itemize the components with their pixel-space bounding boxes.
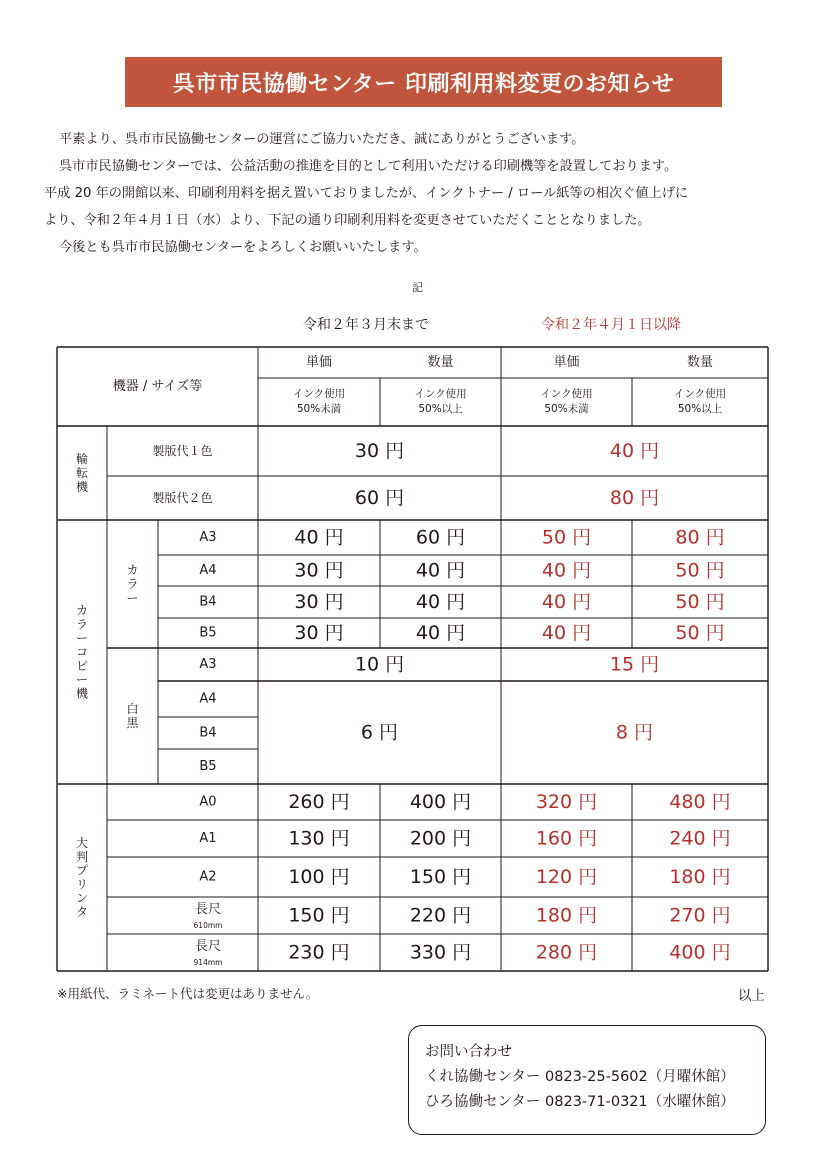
group-label-large-printer: リ — [75, 877, 89, 892]
price-new: 320 円 — [535, 791, 598, 813]
sub-group-label-mono: 白 — [126, 702, 139, 717]
size-label: B4 — [199, 594, 217, 610]
price-old: 30 円 — [354, 440, 405, 462]
price-old: 100 円 — [288, 866, 350, 888]
size-label: A4 — [199, 691, 217, 707]
size-label: 長尺 — [194, 902, 222, 917]
price-new: 160 円 — [535, 827, 598, 850]
intro-line: 今後とも呉市市民協働センターをよろしくお願いいたします。 — [59, 240, 427, 255]
price-old: 60 円 — [354, 487, 405, 509]
sub-group-label-color: ー — [126, 590, 139, 605]
sub-group-label-mono: 黒 — [126, 715, 139, 730]
page-title: 呉市市民協働センター 印刷利用料変更のお知らせ — [125, 57, 722, 107]
price-old: 400 円 — [409, 791, 472, 813]
size-label: A1 — [199, 831, 217, 846]
price-old: 40 円 — [415, 559, 466, 582]
price-old: 40 円 — [415, 591, 466, 613]
price-old: 40 円 — [415, 622, 466, 644]
header-unit-old: 単価 — [305, 355, 333, 370]
price-old: 220 円 — [409, 904, 472, 927]
header-sub: 50%以上 — [677, 403, 723, 415]
size-label: A4 — [199, 563, 217, 578]
header-sub: インク使用 — [414, 388, 467, 400]
group-label-large-printer: プ — [75, 863, 89, 878]
intro-line: 呉市市民協働センターでは、公益活動の推進を目的として利用いただける印刷機等を設置しております。 — [59, 159, 678, 174]
price-new: 480 円 — [669, 791, 731, 813]
price-new: 50 円 — [675, 622, 725, 644]
price-old: 30 円 — [294, 559, 344, 582]
group-label-large-printer: 大 — [75, 836, 89, 850]
price-old: 40 円 — [294, 526, 344, 549]
group-label-color-copy: コ — [75, 645, 89, 659]
group-label-color-copy: ー — [75, 672, 89, 687]
price-old: 6 円 — [360, 721, 399, 744]
contact-box — [408, 1025, 766, 1135]
group-label-large-printer: ン — [75, 891, 89, 906]
header-unit-new: 単価 — [553, 355, 580, 370]
price-old: 130 円 — [288, 827, 350, 850]
header-sub: 50%未満 — [296, 403, 342, 415]
size-sub-label: 914mm — [193, 958, 223, 967]
group-label-color-copy: ー — [75, 631, 89, 646]
size-label: A0 — [199, 794, 217, 810]
size-sub-label: 610mm — [193, 921, 223, 930]
contact-heading: お問い合わせ — [425, 1044, 512, 1060]
period-old-label: 令和２年３月末まで — [303, 317, 429, 333]
group-label-color-copy: ピ — [75, 658, 89, 673]
header-qty-old: 数量 — [427, 355, 454, 370]
price-new: 270 円 — [669, 904, 731, 927]
size-label: 長尺 — [194, 939, 222, 954]
price-new: 80 円 — [675, 526, 725, 549]
size-label: B4 — [199, 725, 217, 741]
price-new: 180 円 — [669, 866, 731, 888]
price-new: 80 円 — [609, 487, 660, 509]
row-label: 製版代１色 — [152, 444, 213, 458]
group-label-color-copy: ラ — [75, 617, 89, 632]
price-new: 40 円 — [541, 622, 592, 644]
price-new: 50 円 — [541, 526, 592, 549]
header-sub: 50%以上 — [418, 403, 463, 415]
header-qty-new: 数量 — [686, 355, 714, 370]
header-sub: インク使用 — [292, 388, 346, 400]
price-old: 150 円 — [409, 866, 472, 888]
intro-line: 平素より、呉市市民協働センターの運営にご協力いただき、誠にありがとうございます。 — [59, 132, 585, 147]
group-label-rinten: 機 — [75, 479, 89, 494]
price-new: 40 円 — [541, 559, 592, 582]
price-old: 30 円 — [294, 622, 344, 644]
price-new: 240 円 — [669, 827, 731, 850]
price-old: 330 円 — [409, 941, 472, 964]
price-old: 150 円 — [288, 904, 350, 927]
price-old: 200 円 — [409, 827, 472, 850]
price-new: 50 円 — [675, 591, 725, 613]
header-device: 機器 / サイズ等 — [112, 379, 203, 394]
size-label: B5 — [199, 759, 217, 774]
intro-line: 平成 20 年の開館以来、印刷利用料を据え置いておりましたが、インクトナー / ロール紙等の相次ぐ値上げに — [44, 186, 689, 201]
price-new: 15 円 — [609, 653, 660, 676]
group-label-large-printer: 判 — [75, 849, 89, 864]
price-new: 120 円 — [535, 866, 598, 888]
price-new: 180 円 — [535, 904, 598, 927]
price-old: 60 円 — [415, 526, 466, 549]
group-label-rinten: 輪 — [75, 452, 89, 467]
price-new: 40 円 — [541, 591, 592, 613]
header-sub: 50%未満 — [544, 403, 589, 415]
contact-line-hiro: ひろ協働センター 0823-71-0321（水曜休館） — [425, 1094, 735, 1110]
period-new-label: 令和２年４月１日以降 — [541, 317, 681, 333]
ki-label: 記 — [412, 281, 423, 294]
size-label: A2 — [199, 869, 217, 885]
price-old: 30 円 — [294, 591, 344, 613]
price-new: 50 円 — [675, 559, 725, 582]
price-old: 230 円 — [288, 941, 350, 964]
contact-line-kure: くれ協働センター 0823-25-5602（月曜休館） — [425, 1069, 735, 1085]
group-label-color-copy: 機 — [75, 686, 89, 701]
price-new: 40 円 — [609, 440, 660, 462]
size-label: A3 — [199, 657, 217, 672]
header-sub: インク使用 — [540, 388, 593, 400]
price-old: 260 円 — [288, 791, 350, 813]
intro-line: より、令和２年４月１日（水）より、下記の通り印刷利用料を変更させていただくこととなりました。 — [44, 213, 651, 228]
sub-group-label-color: ラ — [126, 577, 139, 591]
row-label: 製版代２色 — [152, 491, 213, 505]
price-old: 10 円 — [354, 653, 405, 676]
size-label: B5 — [199, 625, 217, 641]
group-label-large-printer: タ — [75, 905, 89, 919]
price-new: 400 円 — [669, 941, 731, 964]
ijo-label: 以上 — [738, 988, 765, 1004]
header-sub: インク使用 — [673, 388, 727, 400]
price-new: 8 円 — [615, 721, 654, 744]
footnote: ※用紙代、ラミネート代は変更はありません。 — [57, 986, 319, 1001]
size-label: A3 — [199, 530, 217, 545]
sub-group-label-color: カ — [126, 563, 139, 578]
group-label-color-copy: カ — [75, 603, 89, 618]
group-label-rinten: 転 — [75, 466, 89, 480]
price-new: 280 円 — [535, 941, 598, 964]
